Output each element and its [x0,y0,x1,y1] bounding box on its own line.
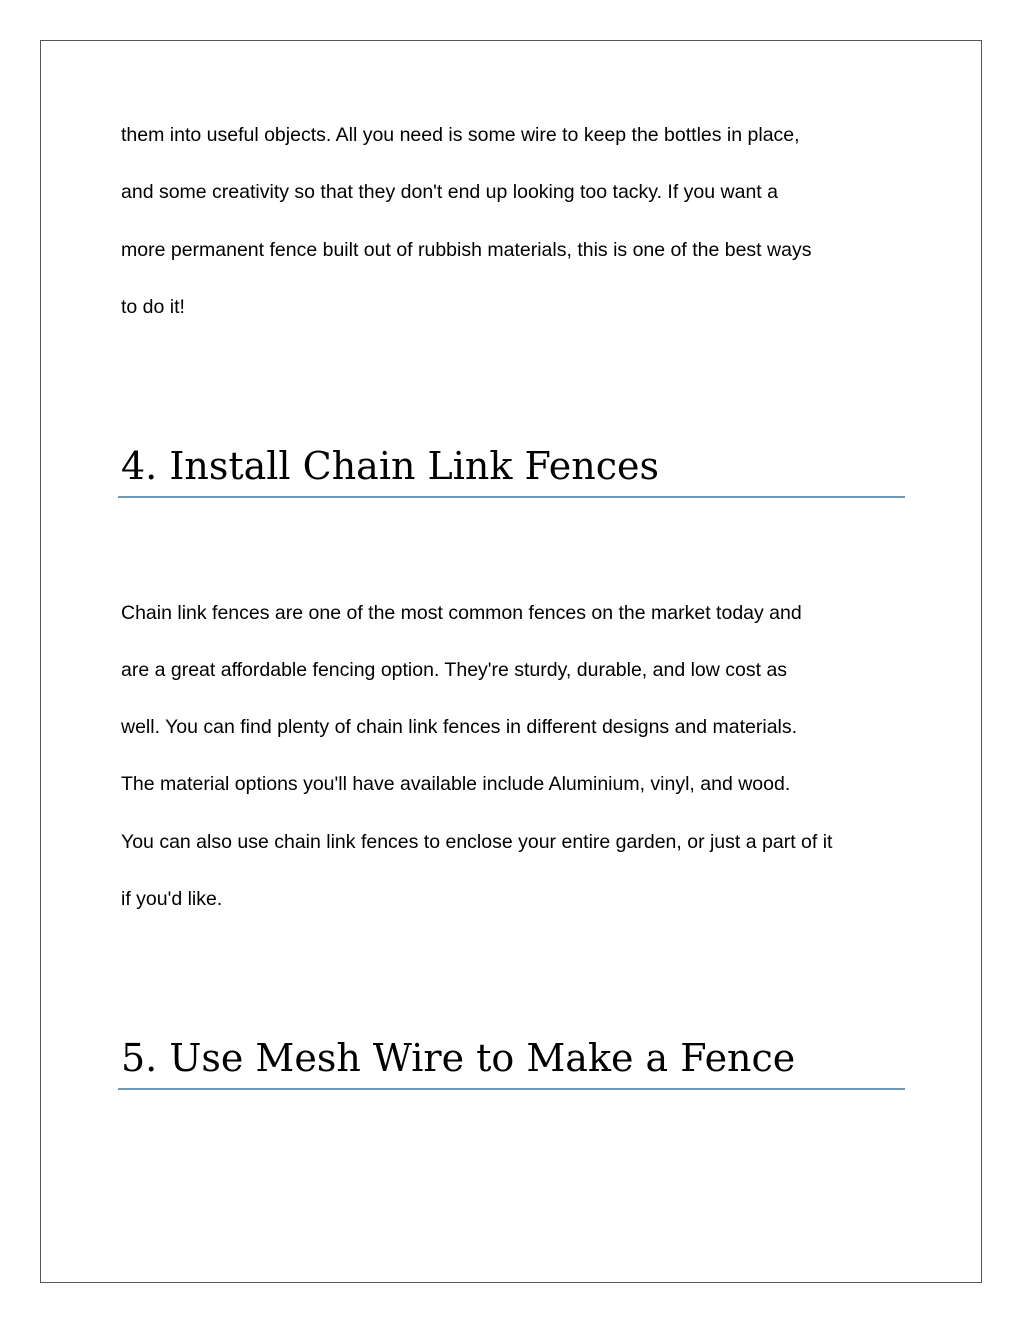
intro-line-4: to do it! [121,296,185,318]
section-4-line-6: if you'd like. [121,888,223,910]
section-4-line-5: You can also use chain link fences to enclose your entire garden, or just a part of it [121,831,833,853]
section-4-line-3: well. You can find plenty of chain link fences in different designs and materials. [121,716,798,738]
section-4-heading: 4. Install Chain Link Fences [121,444,660,488]
section-5-heading-rule [118,1088,905,1090]
intro-line-1: them into useful objects. All you need is some wire to keep the bottles in place, [121,124,800,146]
section-4-line-4: The material options you'll have available include Aluminium, vinyl, and wood. [121,773,791,795]
section-5-heading: 5. Use Mesh Wire to Make a Fence [121,1036,796,1080]
section-4-line-1: Chain link fences are one of the most common fences on the market today and [121,602,802,624]
intro-line-2: and some creativity so that they don't end up looking too tacky. If you want a [121,181,778,203]
intro-line-3: more permanent fence built out of rubbish materials, this is one of the best ways [121,239,812,261]
section-4-heading-rule [118,496,905,498]
section-4-line-2: are a great affordable fencing option. They're sturdy, durable, and low cost as [121,659,788,681]
